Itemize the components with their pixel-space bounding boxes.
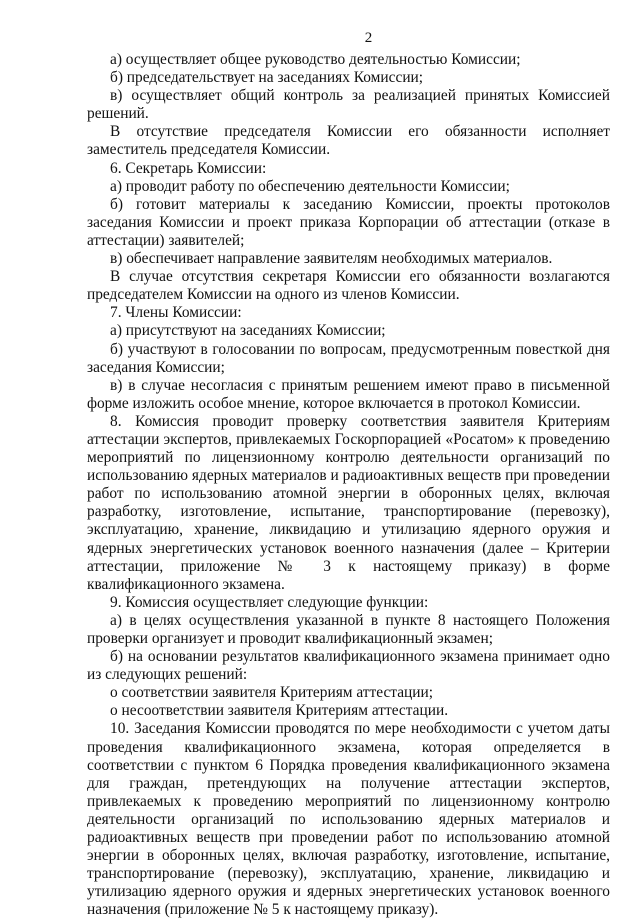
paragraph-secretary-b: б) готовит материалы к заседанию Комиссии, проекты протоколов заседания Комиссии и проект приказа Корпорации об аттестации (отказе в аттестации) заявителей; xyxy=(87,195,610,249)
paragraph-item-8: 8. Комиссия проводит проверку соответствия заявителя Критериям аттестации экспертов, привлекаемых Госкорпорацией «Росатом» к проведению мероприятий по лицензионному контролю деятельности организаций по использованию ядерных материалов и радиоактивных веществ при проведении работ по использованию атомной энергии в оборонных целях, включая разработку, изготовление, испытание, транспортирование (перевозку), эксплуатацию, хранение, ликвидацию и утилизацию ядерного оружия и ядерных энергетических установок военного назначения (далее – Критерии аттестации, приложение № 3 к настоящему приказу) в форме квалификационного экзамена. xyxy=(87,412,610,593)
paragraph-secretary-absence: В случае отсутствия секретаря Комиссии его обязанности возлагаются председателем Комиссии на одного из членов Комиссии. xyxy=(87,268,610,304)
paragraph-secretary-c: в) обеспечивает направление заявителям необходимых материалов. xyxy=(110,250,553,268)
paragraph-decision-compliant: о соответствии заявителя Критериям аттестации; xyxy=(110,684,434,702)
paragraph-secretary-a: а) проводит работу по обеспечению деятельности Комиссии; xyxy=(110,177,510,195)
paragraph-chair-absence: В отсутствие председателя Комиссии его обязанности исполняет заместитель председателя Комиссии. xyxy=(87,123,610,159)
paragraph-item-9-a: а) в целях осуществления указанной в пункте 8 настоящего Положения проверки организует и проводит квалификационный экзамен; xyxy=(87,611,610,647)
paragraph-members-b: б) участвуют в голосовании по вопросам, предусмотренным повесткой дня заседания Комиссии; xyxy=(87,340,610,376)
paragraph-chair-c: в) осуществляет общий контроль за реализацией принятых Комиссией решений. xyxy=(87,87,610,123)
paragraph-members-heading: 7. Члены Комиссии: xyxy=(110,304,242,322)
paragraph-members-a: а) присутствуют на заседаниях Комиссии; xyxy=(110,322,386,340)
paragraph-members-c: в) в случае несогласия с принятым решением имеют право в письменной форме изложить особое мнение, которое включается в протокол Комиссии. xyxy=(87,376,610,412)
page-number: 2 xyxy=(364,30,373,46)
paragraph-chair-a: а) осуществляет общее руководство деятельностью Комиссии; xyxy=(110,51,521,68)
paragraph-decision-noncompliant: о несоответствии заявителя Критериям аттестации. xyxy=(110,702,449,720)
paragraph-chair-b: б) председательствует на заседаниях Комиссии; xyxy=(110,69,424,87)
paragraph-item-9-heading: 9. Комиссия осуществляет следующие функции: xyxy=(110,593,429,611)
paragraph-secretary-heading: 6. Секретарь Комиссии: xyxy=(110,159,267,177)
paragraph-item-10: 10. Заседания Комиссии проводятся по мере необходимости с учетом даты проведения квалификационного экзамена, которая определяется в соответствии с пунктом 6 Порядка проведения квалификационного экзамена для граждан, претендующих на получение аттестации экспертов, привлекаемых к проведению мероприятий по лицензионному контролю деятельности организаций по использованию ядерных материалов и радиоактивных веществ при проведении работ по использованию атомной энергии в оборонных целях, включая разработку, изготовление, испытание, транспортирование (перевозку), эксплуатацию, хранение, ликвидацию и утилизацию ядерного оружия и ядерных энергетических установок военного назначения (приложение № 5 к настоящему приказу). xyxy=(87,720,610,919)
paragraph-item-9-b: б) на основании результатов квалификационного экзамена принимает одно из следующих решений: xyxy=(87,648,610,684)
